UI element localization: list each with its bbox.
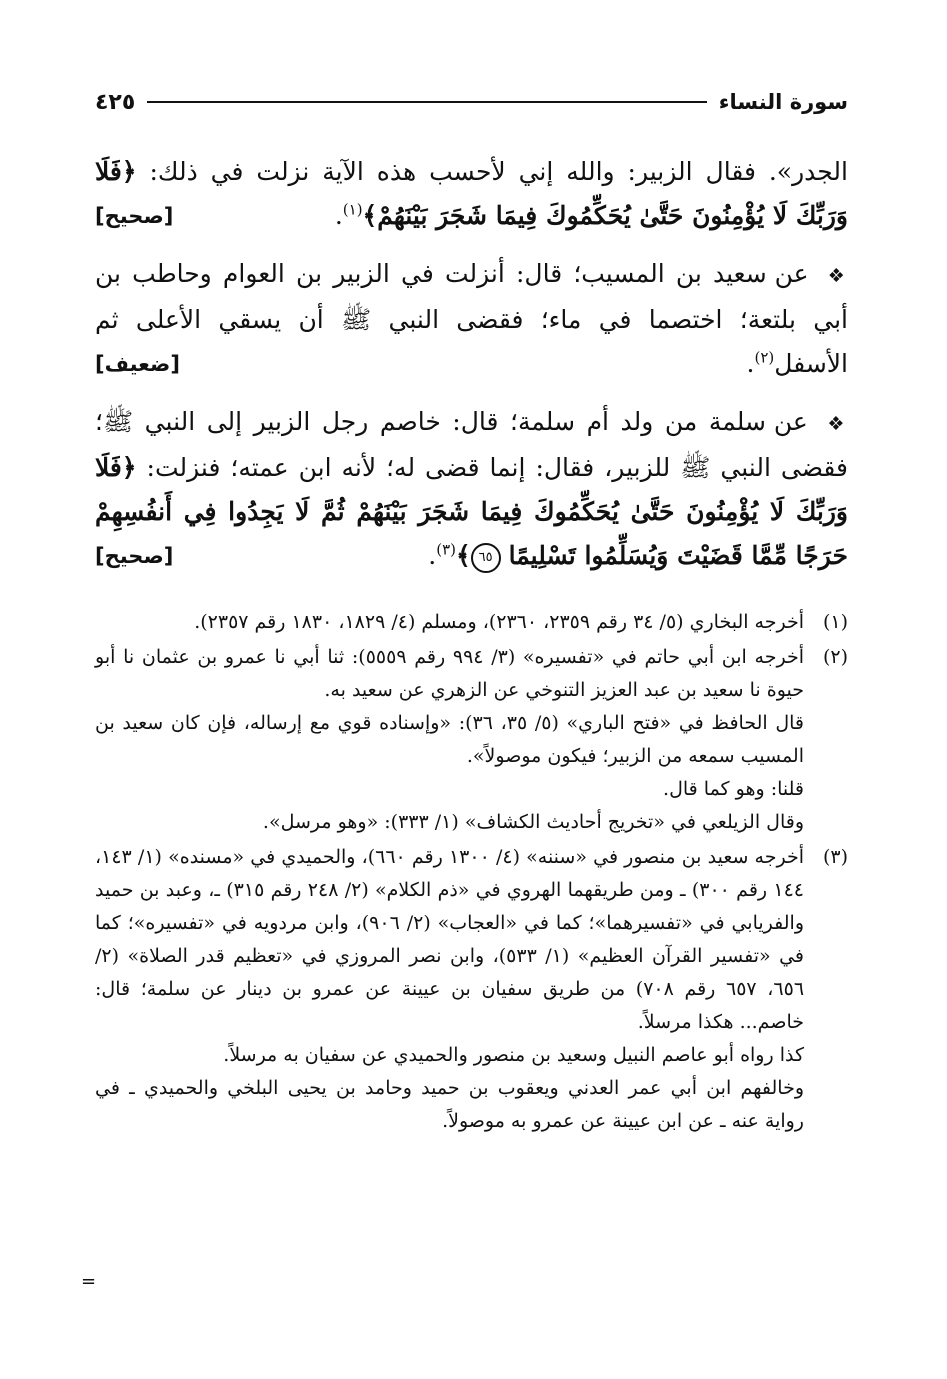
quran-close: ﴾ [455,541,471,570]
footnote-number: (٢) [822,646,848,668]
quran-verse: ﴿فَلَا وَرَبِّكَ لَا يُؤْمِنُونَ حَتَّىٰ يُحَكِّمُوكَ فِيمَا شَجَرَ بَيْنَهُمْ﴾ [95,157,848,230]
paragraph-text: عن سعيد بن المسيب؛ قال: أنزلت في الزبير بن العوام وحاطب بن أبي بلتعة؛ اختصما في ماء؛ فقضى النبي ﷺ أن يسقي الأعلى ثم الأسفل [95,259,848,378]
footnote-3 [95,841,848,1138]
footnote-1 [95,606,848,639]
paragraph-text: الجدر». فقال الزبير: والله إني لأحسب هذه الآية نزلت في ذلك: [149,157,848,186]
sentence-end: . [428,541,437,570]
grade-label: [صحيح] [95,544,174,568]
sentence-end: . [746,349,755,378]
footnote-line: كذا رواه أبو عاصم النبيل وسعيد بن منصور والحميدي عن سفيان به مرسلاً. [223,1044,804,1066]
grade-label: [ضعيف] [95,352,180,376]
paragraph-1 [95,150,848,238]
footnote-line: وخالفهم ابن أبي عمر العدني ويعقوب بن حميد وحامد بن يحيى البلخي والحميدي ـ في رواية عنه ـ عن ابن عيينة عن عمرو به موصولاً. [95,1077,804,1132]
footnote-line: قلنا: وهو كما قال. [663,778,804,800]
sentence-end: . [334,201,343,230]
bullet-icon: ❖ [827,265,848,287]
footnote-ref: (٢) [754,348,775,367]
paragraph-2 [95,252,848,386]
paragraph-3 [95,400,848,578]
bullet-icon: ❖ [827,413,848,435]
page-number: ٤٢٥ [95,89,136,115]
footnote-number: (٣) [822,846,848,868]
header-rule [147,101,706,103]
continuation-mark: = [81,1271,97,1292]
footnote-line: أخرجه سعيد بن منصور في «سننه» (٤/ ١٣٠٠ رقم ٦٦٠)، والحميدي في «مسنده» (١/ ١٤٣، ١٤٤ رقم ٣٠٠) ـ ومن طريقهما الهروي في «ذم الكلام» (٢/ ٢٤٨ رقم ٣١٥) ـ، وعبد بن حميد والفريابي في «تفسيرهما»؛ كما في «العجاب» (٢/ ٩٠٦)، وابن مردويه في «تفسيره»؛ كما في «تفسير القرآن العظيم» (١/ ٥٣٣)، وابن نصر المروزي في «تعظيم قدر الصلاة» (٢/ ٦٥٦، ٦٥٧ رقم ٧٠٨) من طريق سفيان بن عيينة عن عمرو بن دينار عن سلمة؛ قال: خاصم... هكذا مرسلاً. [95,846,805,1033]
footnote-ref: (١) [342,200,363,219]
footnote-line: أخرجه ابن أبي حاتم في «تفسيره» (٣/ ٩٩٤ رقم ٥٥٥٩): ثنا أبي نا عمرو بن عثمان نا أبو حيوة نا سعيد بن عبد العزيز التنوخي عن الزهري عن سعيد به. [95,646,804,701]
main-text [95,150,848,578]
footnote-line: قال الحافظ في «فتح الباري» (٥/ ٣٥، ٣٦): «وإسناده قوي مع إرساله، فإن كان سعيد بن المسيب سمعه من الزبير؛ فيكون موصولاً». [95,712,804,767]
surah-title: سورة النساء [718,90,848,114]
footnote-line: وقال الزيلعي في «تخريج أحاديث الكشاف» (١/ ٣٣٣): «وهو مرسل». [262,811,804,833]
quran-verse: ﴿فَلَا وَرَبِّكَ لَا يُؤْمِنُونَ حَتَّىٰ يُحَكِّمُوكَ فِيمَا شَجَرَ بَيْنَهُمْ ثُمَّ لَا يَجِدُوا فِي أَنفُسِهِمْ حَرَجًا مِّمَّا قَضَيْتَ وَيُسَلِّمُوا تَسْلِيمًا [95,453,848,570]
footnote-2 [95,641,848,839]
footnote-line: أخرجه البخاري (٥/ ٣٤ رقم ٢٣٥٩، ٢٣٦٠)، ومسلم (٤/ ١٨٢٩، ١٨٣٠ رقم ٢٣٥٧). [194,611,804,633]
footnote-body [95,841,804,1138]
grade-label: [صحيح] [95,204,174,228]
footnote-number: (١) [822,611,848,633]
book-page [81,82,848,1342]
footnote-body [95,606,804,639]
footnote-ref: (٣) [436,540,456,559]
footnotes [95,606,848,1138]
ayah-number-icon: ٦٥ [471,543,501,573]
footnote-body [95,641,804,839]
paragraph-text: عن سلمة من ولد أم سلمة؛ قال: خاصم رجل الزبير إلى النبي ﷺ؛ فقضى النبي ﷺ للزبير، فقال: إنما قضى له؛ لأنه ابن عمته؛ فنزلت: [95,407,848,482]
running-header [95,82,848,122]
